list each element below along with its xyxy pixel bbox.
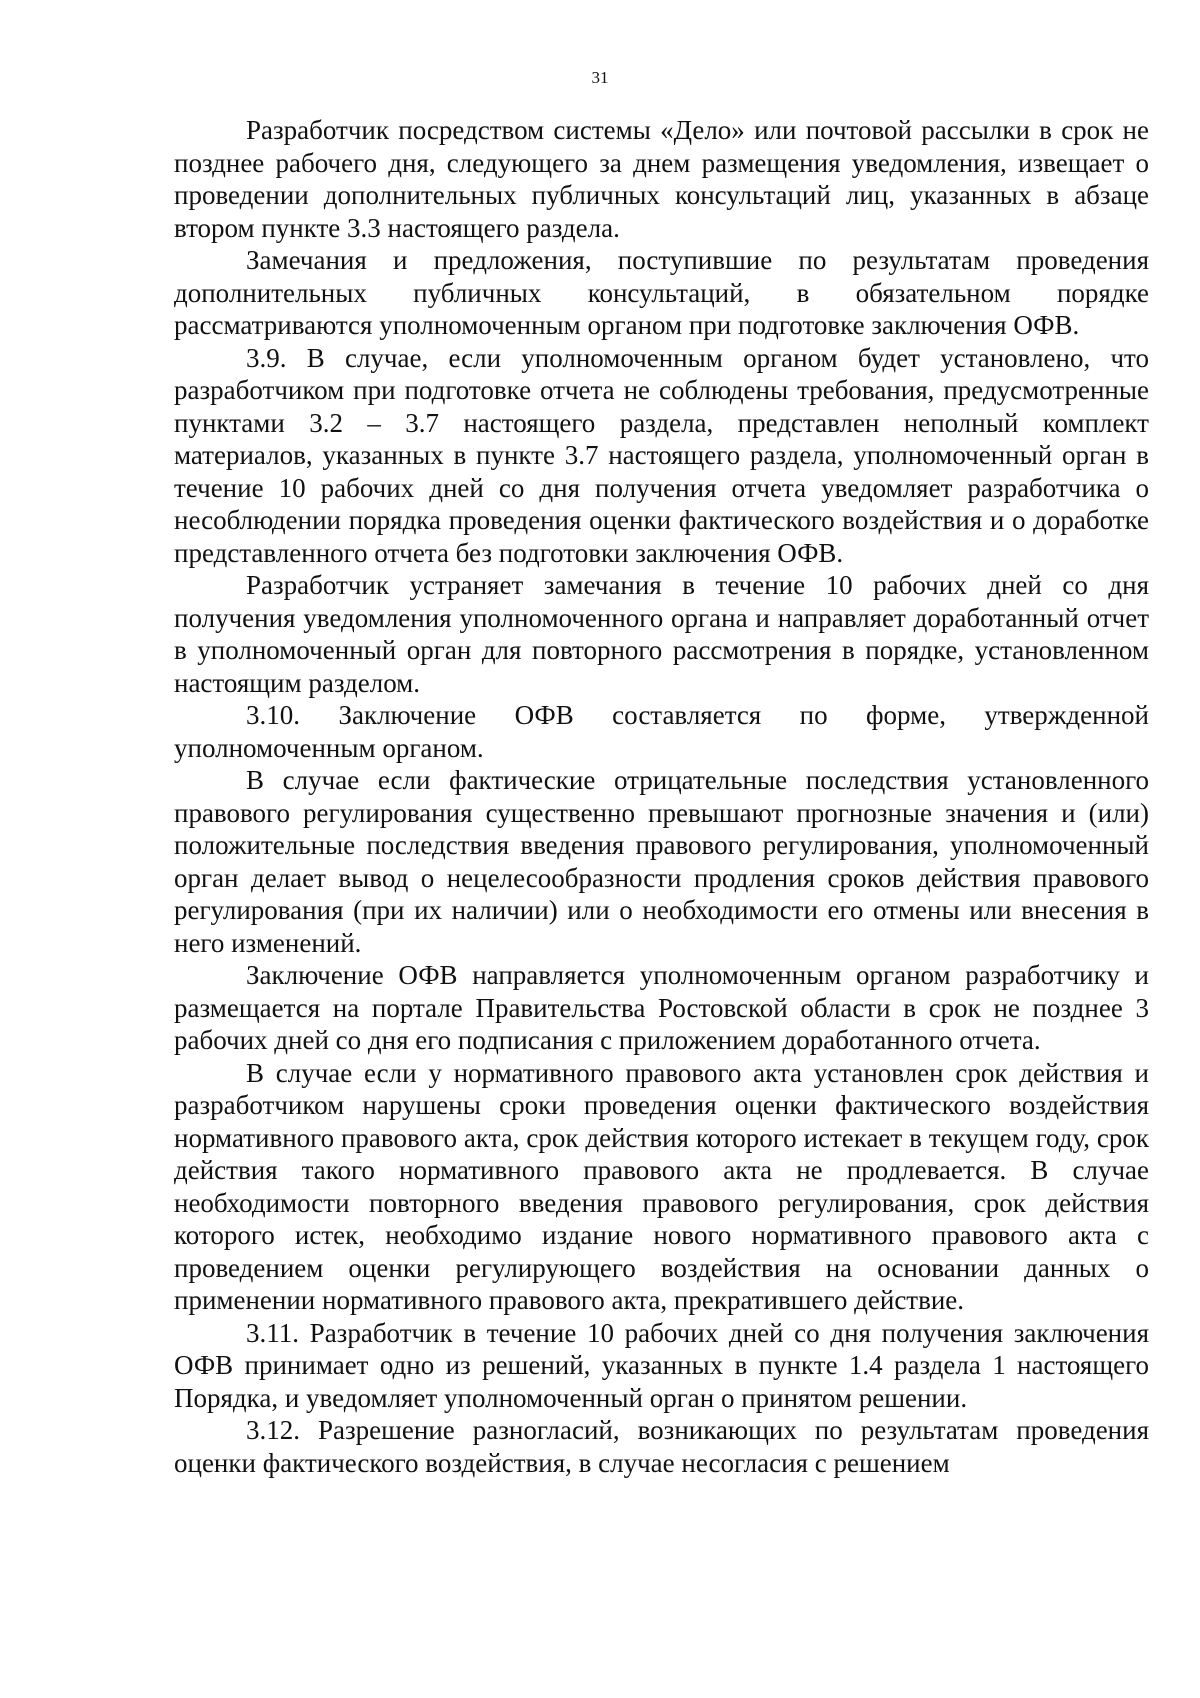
- paragraph-clause-3-11: 3.11. Разработчик в течение 10 рабочих дней со дня получения заключения ОФВ принимает одно из решений, указанных в пункте 1.4 раздела 1 настоящего Порядка, и уведомляет уполномоченный орган о принятом решении.: [174, 1317, 1149, 1413]
- document-body: [174, 114, 1149, 1479]
- paragraph-clause-3-10: 3.10. Заключение ОФВ составляется по форме, утвержденной уполномоченным органом.: [174, 700, 1149, 763]
- paragraph-developer-fixes: Разработчик устраняет замечания в течение 10 рабочих дней со дня получения уведомления уполномоченного органа и направляет доработанный отчет в уполномоченный орган для повторного рассмотрения в порядке, установленном настоящим разделом.: [174, 570, 1149, 698]
- paragraph-negative-consequences: В случае если фактические отрицательные последствия установленного правового регулирования существенно превышают прогнозные значения и (или) положительные последствия введения правового регулирования, уполномоченный орган делает вывод о нецелесообразности продления сроков действия правового регулирования (при их наличии) или о необходимости его отмены или внесения в него изменений.: [174, 765, 1149, 958]
- paragraph-clause-3-9: 3.9. В случае, если уполномоченным органом будет установлено, что разработчиком при подготовке отчета не соблюдены требования, предусмотренные пунктами 3.2 – 3.7 настоящего раздела, представлен неполный комплект материалов, указанных в пункте 3.7 настоящего раздела, уполномоченный орган в течение 10 рабочих дней со дня получения отчета уведомляет разработчика о несоблюдении порядка проведения оценки фактического воздействия и о доработке представленного отчета без подготовки заключения ОФВ.: [174, 342, 1149, 568]
- paragraph-conclusion-publication: Заключение ОФВ направляется уполномоченным органом разработчику и размещается на портале Правительства Ростовской области в срок не позднее 3 рабочих дней со дня его подписания с приложением доработанного отчета.: [174, 960, 1149, 1055]
- paragraph-validity-period: В случае если у нормативного правового акта установлен срок действия и разработчиком нарушены сроки проведения оценки фактического воздействия нормативного правового акта, срок действия которого истекает в текущем году, срок действия такого нормативного правового акта не продлевается. В случае необходимости повторного введения правового регулирования, срок действия которого истек, необходимо издание нового нормативного правового акта с проведением оценки регулирующего воздействия на основании данных о применении нормативного правового акта, прекратившего действие.: [174, 1057, 1149, 1315]
- page-number: 31: [591, 68, 609, 87]
- paragraph-comments-review: Замечания и предложения, поступившие по результатам проведения дополнительных публичных консультаций, в обязательном порядке рассматриваются уполномоченным органом при подготовке заключения ОФВ.: [174, 245, 1149, 340]
- paragraph-clause-3-12: 3.12. Разрешение разногласий, возникающих по результатам проведения оценки фактического воздействия, в случае несогласия с решением: [174, 1415, 1149, 1478]
- paragraph-developer-notification: Разработчик посредством системы «Дело» или почтовой рассылки в срок не позднее рабочего дня, следующего за днем размещения уведомления, извещает о проведении дополнительных публичных консультаций лиц, указанных в абзаце втором пункте 3.3 настоящего раздела.: [174, 115, 1149, 243]
